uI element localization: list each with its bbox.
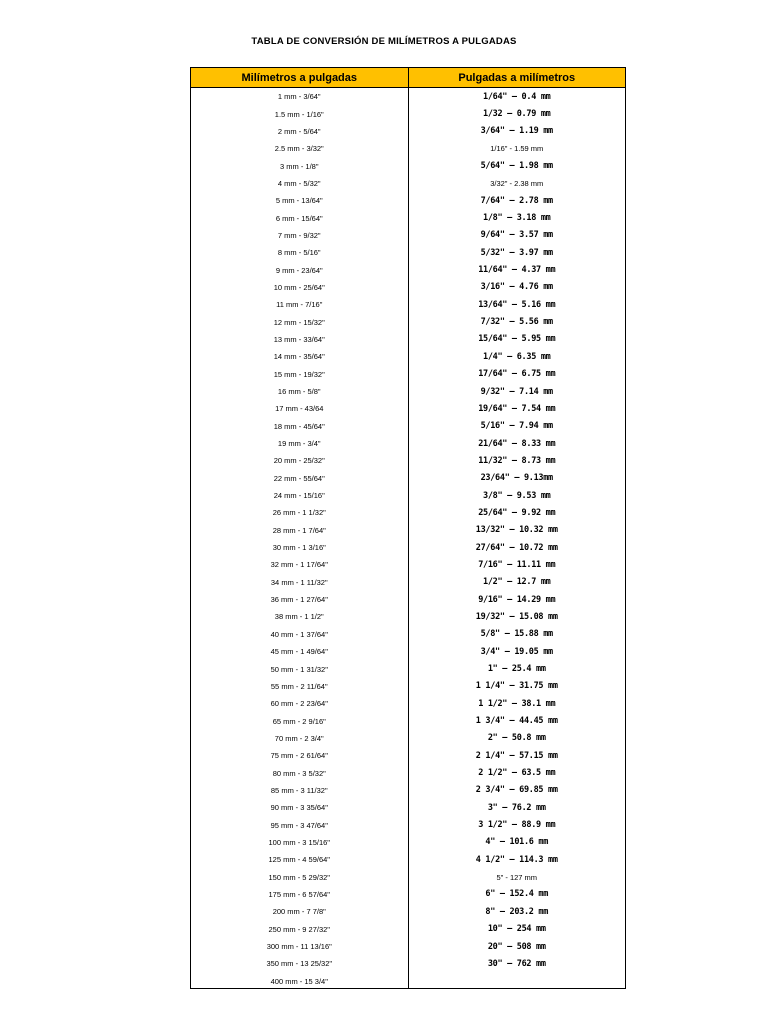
table-cell-mm-to-inches: 1 mm - 3/64" bbox=[277, 92, 321, 102]
table-cell-mm-to-inches: 32 mm - 1 17/64" bbox=[270, 560, 328, 570]
table-cell-inches-to-mm: 4" – 101.6 mm bbox=[485, 837, 549, 848]
table-cell-mm-to-inches: 7 mm - 9/32" bbox=[277, 230, 321, 240]
table-cell-inches-to-mm: 19/32" – 15.08 mm bbox=[475, 611, 558, 622]
conversion-table bbox=[190, 67, 626, 989]
table-cell-inches-to-mm: 3/4" – 19.05 mm bbox=[480, 646, 553, 657]
table-cell-inches-to-mm: 7/32" – 5.56 mm bbox=[480, 317, 553, 328]
table-cell-mm-to-inches: 16 mm - 5/8" bbox=[277, 387, 321, 397]
table-cell-inches-to-mm: 2" – 50.8 mm bbox=[487, 733, 546, 744]
table-cell-mm-to-inches: 400 mm - 15 3/4" bbox=[270, 976, 328, 986]
table-cell-inches-to-mm: 2 1/2" – 63.5 mm bbox=[478, 768, 556, 779]
table-cell-mm-to-inches: 12 mm - 15/32" bbox=[273, 317, 325, 327]
table-cell-mm-to-inches: 350 mm - 13 25/32" bbox=[266, 959, 333, 969]
table-cell-mm-to-inches: 34 mm - 1 11/32" bbox=[270, 577, 328, 587]
table-cell-mm-to-inches: 95 mm - 3 47/64" bbox=[270, 820, 328, 830]
table-cell-inches-to-mm: 4 1/2" – 114.3 mm bbox=[475, 854, 558, 865]
table-cell-mm-to-inches: 150 mm - 5 29/32" bbox=[268, 872, 330, 882]
table-cell-mm-to-inches: 50 mm - 1 31/32" bbox=[270, 664, 328, 674]
table-cell-mm-to-inches: 36 mm - 1 27/64" bbox=[270, 595, 328, 605]
table-cell-inches-to-mm: 3/8" – 9.53 mm bbox=[483, 490, 551, 501]
table-cell-mm-to-inches: 2 mm - 5/64" bbox=[277, 126, 321, 136]
table-cell-mm-to-inches: 18 mm - 45/64" bbox=[273, 421, 325, 431]
table-cell-mm-to-inches: 3 mm - 1/8" bbox=[279, 161, 319, 171]
table-cell-mm-to-inches: 70 mm - 2 3/4" bbox=[274, 733, 324, 743]
table-cell-mm-to-inches: 13 mm - 33/64" bbox=[273, 334, 325, 344]
table-cell-mm-to-inches: 10 mm - 25/64" bbox=[273, 282, 325, 292]
column-inches-to-mm bbox=[409, 88, 626, 988]
table-cell-mm-to-inches: 4 mm - 5/32" bbox=[277, 178, 321, 188]
table-cell-mm-to-inches: 24 mm - 15/16" bbox=[273, 491, 325, 501]
table-cell-inches-to-mm: 7/64" – 2.78 mm bbox=[480, 195, 553, 206]
table-cell-inches-to-mm: 1/4" – 6.35 mm bbox=[483, 351, 551, 362]
table-cell-inches-to-mm: 30" – 762 mm bbox=[487, 958, 546, 969]
header-mm-to-inches: Milímetros a pulgadas bbox=[191, 68, 409, 87]
table-cell-mm-to-inches: 22 mm - 55/64" bbox=[273, 473, 325, 483]
table-cell-mm-to-inches: 20 mm - 25/32" bbox=[273, 456, 325, 466]
column-mm-to-inches bbox=[191, 88, 409, 988]
table-cell-mm-to-inches: 125 mm - 4 59/64" bbox=[268, 855, 330, 865]
table-cell-mm-to-inches: 75 mm - 2 61/64" bbox=[270, 751, 328, 761]
page-title: TABLA DE CONVERSIÓN DE MILÍMETROS A PULGADAS bbox=[251, 36, 517, 47]
table-cell-inches-to-mm: 2 1/4" – 57.15 mm bbox=[475, 750, 558, 761]
table-cell-inches-to-mm: 3/32" - 2.38 mm bbox=[490, 178, 544, 188]
table-cell-mm-to-inches: 250 mm - 9 27/32" bbox=[268, 924, 330, 934]
table-cell-mm-to-inches: 5 mm - 13/64" bbox=[275, 196, 323, 206]
table-cell-inches-to-mm: 3" – 76.2 mm bbox=[487, 802, 546, 813]
table-cell-inches-to-mm: 5/16" – 7.94 mm bbox=[480, 421, 553, 432]
table-cell-mm-to-inches: 45 mm - 1 49/64" bbox=[270, 647, 328, 657]
table-cell-mm-to-inches: 175 mm - 6 57/64" bbox=[268, 889, 330, 899]
table-cell-inches-to-mm: 13/32" – 10.32 mm bbox=[475, 525, 558, 536]
table-cell-inches-to-mm: 6" – 152.4 mm bbox=[485, 889, 549, 900]
table-cell-inches-to-mm: 21/64" – 8.33 mm bbox=[478, 438, 556, 449]
table-cell-inches-to-mm: 27/64" – 10.72 mm bbox=[475, 542, 558, 553]
table-cell-mm-to-inches: 300 mm - 11 13/16" bbox=[266, 942, 332, 952]
table-cell-inches-to-mm: 3 1/2" – 88.9 mm bbox=[478, 820, 556, 831]
table-cell-inches-to-mm: 1/64" – 0.4 mm bbox=[483, 91, 551, 102]
table-cell-inches-to-mm: 1/16" - 1.59 mm bbox=[490, 144, 544, 154]
table-cell-mm-to-inches: 15 mm - 19/32" bbox=[273, 369, 325, 379]
table-cell-mm-to-inches: 90 mm - 3 35/64" bbox=[270, 803, 328, 813]
table-cell-inches-to-mm: 3/16" – 4.76 mm bbox=[480, 282, 553, 293]
table-cell-inches-to-mm: 1 3/4" – 44.45 mm bbox=[475, 716, 558, 727]
table-cell-inches-to-mm: 1/8" – 3.18 mm bbox=[483, 213, 551, 224]
table-body bbox=[191, 88, 625, 988]
table-cell-mm-to-inches: 14 mm - 35/64" bbox=[273, 352, 325, 362]
table-cell-mm-to-inches: 60 mm - 2 23/64" bbox=[270, 699, 328, 709]
table-cell-inches-to-mm: 17/64" – 6.75 mm bbox=[478, 369, 556, 380]
table-cell-mm-to-inches: 2.5 mm - 3/32" bbox=[274, 144, 324, 154]
table-cell-inches-to-mm: 5/32" – 3.97 mm bbox=[480, 247, 553, 258]
table-cell-inches-to-mm: 2 3/4" – 69.85 mm bbox=[475, 785, 558, 796]
table-cell-inches-to-mm: 13/64" – 5.16 mm bbox=[478, 299, 556, 310]
table-cell-inches-to-mm: 25/64" – 9.92 mm bbox=[478, 507, 556, 518]
table-cell-inches-to-mm: 3/64" – 1.19 mm bbox=[480, 126, 553, 137]
table-cell-mm-to-inches: 6 mm - 15/64" bbox=[275, 213, 323, 223]
table-cell-inches-to-mm: 1 1/4" – 31.75 mm bbox=[475, 681, 558, 692]
table-cell-mm-to-inches: 1.5 mm - 1/16" bbox=[274, 109, 324, 119]
table-cell-inches-to-mm: 1 1/2" – 38.1 mm bbox=[478, 698, 556, 709]
table-cell-mm-to-inches: 9 mm - 23/64" bbox=[275, 265, 323, 275]
table-cell-inches-to-mm: 9/64" – 3.57 mm bbox=[480, 230, 553, 241]
table-cell-inches-to-mm: 20" – 508 mm bbox=[487, 941, 546, 952]
table-cell-mm-to-inches: 80 mm - 3 5/32" bbox=[272, 768, 326, 778]
table-cell-mm-to-inches: 19 mm - 3/4" bbox=[277, 439, 321, 449]
table-cell-inches-to-mm: 9/16" – 14.29 mm bbox=[478, 594, 556, 605]
table-cell-inches-to-mm: 8" – 203.2 mm bbox=[485, 906, 549, 917]
table-cell-inches-to-mm: 5/64" – 1.98 mm bbox=[480, 161, 553, 172]
table-cell-mm-to-inches: 40 mm - 1 37/64" bbox=[270, 629, 328, 639]
table-cell-mm-to-inches: 55 mm - 2 11/64" bbox=[270, 681, 328, 691]
table-cell-mm-to-inches: 28 mm - 1 7/64" bbox=[272, 525, 326, 535]
table-cell-mm-to-inches: 11 mm - 7/16" bbox=[276, 300, 323, 310]
table-cell-inches-to-mm: 5" - 127 mm bbox=[496, 872, 538, 882]
table-cell-inches-to-mm: 1/2" – 12.7 mm bbox=[483, 577, 551, 588]
table-cell-mm-to-inches: 100 mm - 3 15/16" bbox=[268, 837, 330, 847]
table-cell-inches-to-mm: 23/64" – 9.13mm bbox=[480, 473, 553, 484]
table-cell-inches-to-mm: 11/32" – 8.73 mm bbox=[478, 455, 556, 466]
table-cell-inches-to-mm: 9/32" – 7.14 mm bbox=[480, 386, 553, 397]
table-cell-inches-to-mm: 1" – 25.4 mm bbox=[487, 664, 546, 675]
table-cell-inches-to-mm: 10" – 254 mm bbox=[487, 924, 546, 935]
table-cell-mm-to-inches: 65 mm - 2 9/16" bbox=[272, 716, 326, 726]
table-cell-inches-to-mm: 7/16" – 11.11 mm bbox=[478, 559, 556, 570]
table-cell-inches-to-mm: 1/32 – 0.79 mm bbox=[483, 109, 551, 120]
table-cell-mm-to-inches: 30 mm - 1 3/16" bbox=[272, 543, 326, 553]
table-cell-inches-to-mm: 5/8" – 15.88 mm bbox=[480, 629, 553, 640]
header-inches-to-mm: Pulgadas a milímetros bbox=[409, 68, 626, 87]
table-cell-mm-to-inches: 85 mm - 3 11/32" bbox=[270, 785, 328, 795]
table-cell-inches-to-mm: 19/64" – 7.54 mm bbox=[478, 403, 556, 414]
table-cell-mm-to-inches: 38 mm - 1 1/2" bbox=[274, 612, 324, 622]
table-cell-mm-to-inches: 26 mm - 1 1/32" bbox=[272, 508, 326, 518]
table-cell-mm-to-inches: 200 mm - 7 7/8" bbox=[272, 907, 326, 917]
table-header-row bbox=[191, 68, 625, 88]
table-cell-inches-to-mm: 15/64" – 5.95 mm bbox=[478, 334, 556, 345]
table-cell-mm-to-inches: 17 mm - 43/64 bbox=[275, 404, 324, 414]
table-cell-mm-to-inches: 8 mm - 5/16" bbox=[277, 248, 321, 258]
table-cell-inches-to-mm: 11/64" – 4.37 mm bbox=[478, 265, 556, 276]
